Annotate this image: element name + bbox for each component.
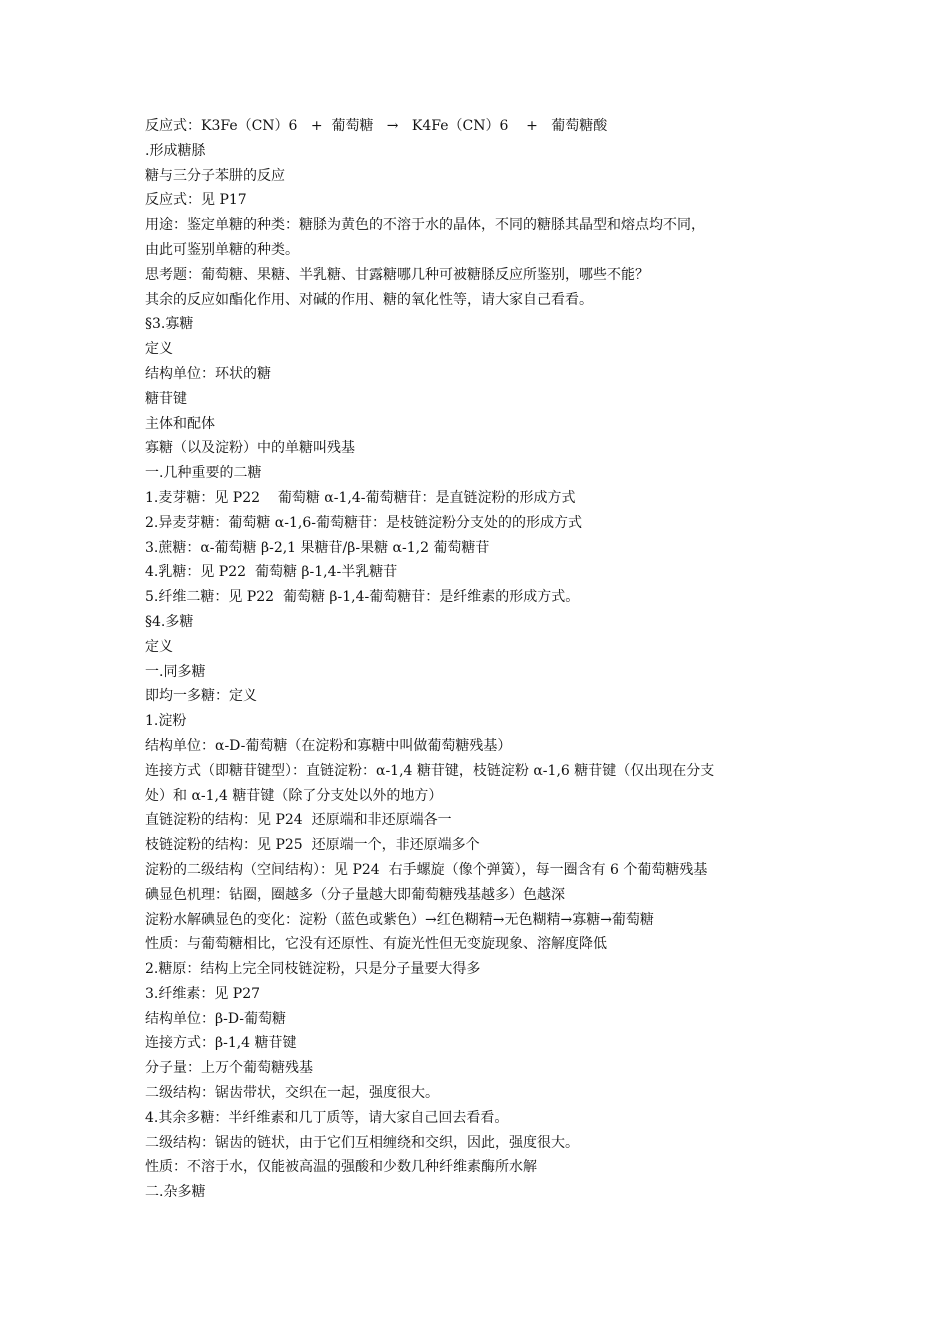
text-line: 结构单位：β-D-葡萄糖	[145, 1010, 287, 1027]
text-line: 定义	[145, 638, 173, 655]
text-line: 寡糖（以及淀粉）中的单糖叫残基	[145, 440, 355, 457]
text-line: 其余的反应如酯化作用、对碱的作用、糖的氧化性等，请大家自己看看。	[145, 291, 593, 308]
text-line: 3.蔗糖：α-葡萄糖 β-2,1 果糖苷/β-果糖 α-1,2 葡萄糖苷	[145, 539, 490, 556]
text-line: 糖与三分子苯肼的反应	[145, 167, 285, 184]
section-heading: §3.寡糖	[145, 316, 194, 333]
text-line: 反应式：K3Fe（CN）6 + 葡萄糖 → K4Fe（CN）6 + 葡萄糖酸	[145, 118, 608, 134]
text-line: 连接方式：β-1,4 糖苷键	[145, 1035, 297, 1052]
text-line: 直链淀粉的结构：见 P24 还原端和非还原端各一	[145, 812, 452, 829]
text-line: 定义	[145, 341, 173, 358]
text-line: 碘显色机理：钻圈，圈越多（分子量越大即葡萄糖残基越多）色越深	[145, 886, 565, 903]
text-line: 4.其余多糖：半纤维素和几丁质等，请大家自己回去看看。	[145, 1109, 509, 1126]
text-line: 反应式：见 P17	[145, 192, 247, 209]
subsection-heading: 一.几种重要的二糖	[145, 465, 262, 482]
text-line: 5.纤维二糖：见 P22 葡萄糖 β-1,4-葡萄糖苷：是纤维素的形成方式。	[145, 589, 580, 606]
text-line: 即均一多糖：定义	[145, 688, 257, 705]
text-line: 由此可鉴别单糖的种类。	[145, 241, 299, 258]
text-line: 结构单位：环状的糖	[145, 365, 271, 382]
subsection-heading: 一.同多糖	[145, 663, 206, 680]
section-heading: §4.多糖	[145, 613, 194, 630]
text-line: 枝链淀粉的结构：见 P25 还原端一个，非还原端多个	[145, 837, 480, 854]
text-line: 处）和 α-1,4 糖苷键（除了分支处以外的地方）	[145, 787, 443, 804]
text-line: 性质：不溶于水，仅能被高温的强酸和少数几种纤维素酶所水解	[145, 1159, 537, 1176]
text-line: 用途：鉴定单糖的种类：糖脎为黄色的不溶于水的晶体，不同的糖脎其晶型和熔点均不同，	[145, 217, 705, 234]
text-line: 1.麦芽糖：见 P22 葡萄糖 α-1,4-葡萄糖苷：是直链淀粉的形成方式	[145, 489, 576, 506]
text-line: 淀粉的二级结构（空间结构）：见 P24 右手螺旋（像个弹簧），每一圈含有 6 个葡萄糖残基	[145, 861, 708, 878]
text-line: 二级结构：锯齿带状，交织在一起，强度很大。	[145, 1085, 439, 1102]
text-line: 2.异麦芽糖：葡萄糖 α-1,6-葡萄糖苷：是枝链淀粉分支处的的形成方式	[145, 514, 582, 531]
text-line: 分子量：上万个葡萄糖残基	[145, 1060, 313, 1077]
text-line: 性质：与葡萄糖相比，它没有还原性、有旋光性但无变旋现象、溶解度降低	[145, 936, 607, 953]
subsection-heading: 二.杂多糖	[145, 1184, 206, 1201]
text-line: 连接方式（即糖苷键型）：直链淀粉：α-1,4 糖苷键，枝链淀粉 α-1,6 糖苷键（仅出现在分支	[145, 762, 715, 779]
text-line: 主体和配体	[145, 415, 215, 432]
text-line: 糖苷键	[145, 390, 187, 407]
text-line: 3.纤维素：见 P27	[145, 985, 261, 1002]
text-line: 淀粉水解碘显色的变化：淀粉（蓝色或紫色）→红色糊精→无色糊精→寡糖→葡萄糖	[145, 911, 654, 928]
text-line: 4.乳糖：见 P22 葡萄糖 β-1,4-半乳糖苷	[145, 564, 398, 581]
text-line: 结构单位：α-D-葡萄糖（在淀粉和寡糖中叫做葡萄糖残基）	[145, 737, 512, 754]
text-line: .形成糖脎	[145, 142, 206, 159]
text-line: 1.淀粉	[145, 713, 187, 730]
text-line: 二级结构：锯齿的链状，由于它们互相缠绕和交织，因此，强度很大。	[145, 1134, 579, 1151]
document-body	[145, 114, 815, 1205]
text-line: 思考题：葡萄糖、果糖、半乳糖、甘露糖哪几种可被糖脎反应所鉴别，哪些不能？	[145, 266, 649, 283]
text-line: 2.糖原：结构上完全同枝链淀粉，只是分子量要大得多	[145, 961, 481, 978]
